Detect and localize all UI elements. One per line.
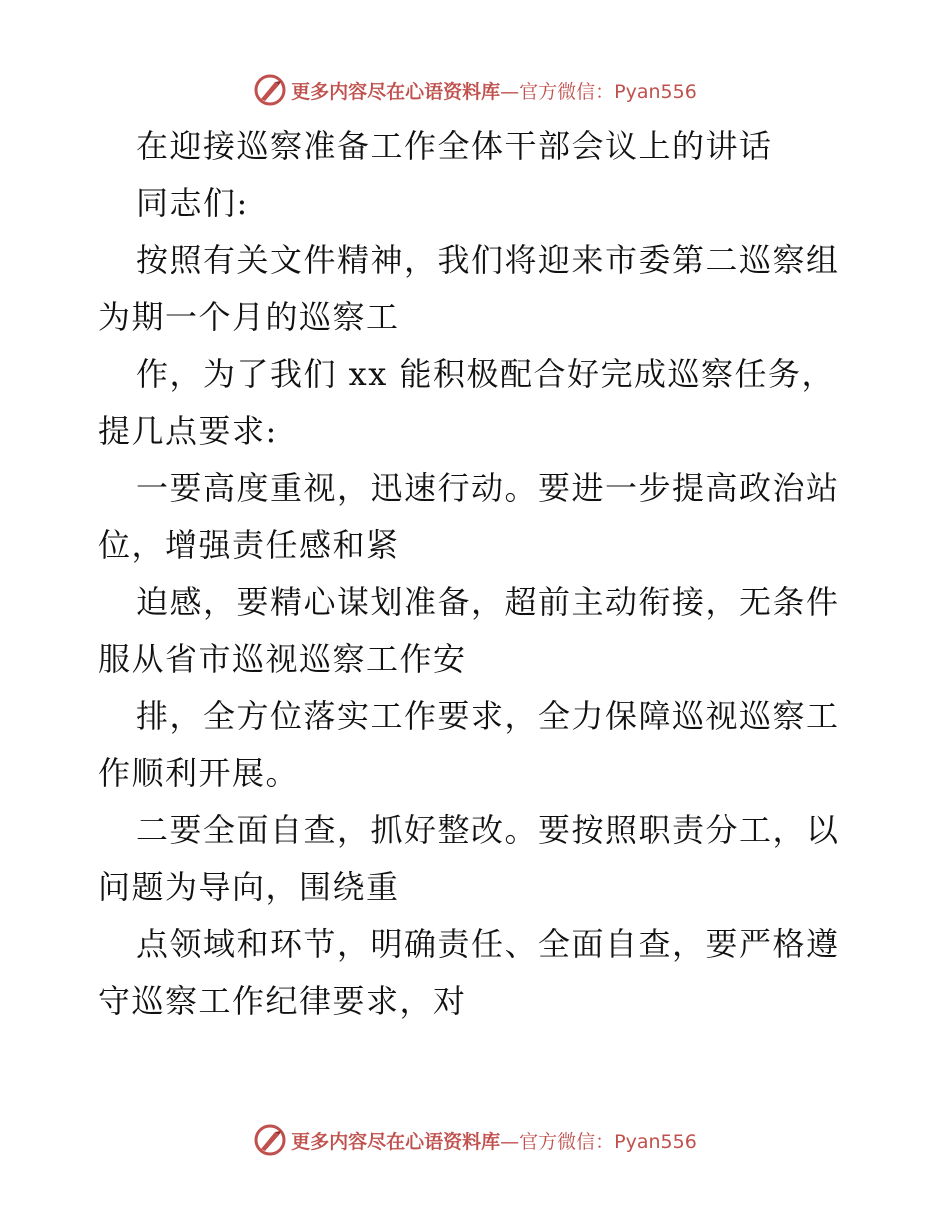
header-watermark [0,70,950,110]
document-title: 在迎接巡察准备工作全体干部会议上的讲话 [136,127,773,165]
pen-logo-icon [253,1123,287,1157]
paragraph: 二要全面自查，抓好整改。要按照职责分工，以问题为导向，围绕重 [98,811,840,906]
watermark-sub: —官方微信：Pyan556 [500,1130,697,1153]
pen-logo-icon [253,73,287,107]
paragraph: 一要高度重视，迅速行动。要进一步提高政治站位，增强责任感和紧 [98,469,840,564]
paragraph: 点领域和环节，明确责任、全面自查，要严格遵守巡察工作纪律要求，对 [98,925,840,1020]
paragraph: 排，全方位落实工作要求，全力保障巡视巡察工作顺利开展。 [98,697,840,792]
paragraph: 迫感，要精心谋划准备，超前主动衔接，无条件服从省市巡视巡察工作安 [98,583,840,678]
watermark-text [291,1127,697,1154]
watermark-main: 更多内容尽在心语资料库 [291,1130,501,1153]
paragraph: 作，为了我们 xx 能积极配合好完成巡察任务，提几点要求: [98,355,835,450]
paragraph: 按照有关文件精神，我们将迎来市委第二巡察组为期一个月的巡察工 [98,241,840,336]
watermark-main: 更多内容尽在心语资料库 [291,80,501,103]
salutation: 同志们: [136,184,249,222]
footer-watermark [0,1120,950,1160]
document-body [98,118,854,1030]
watermark-sub: —官方微信：Pyan556 [500,80,697,103]
watermark-text [291,77,697,104]
